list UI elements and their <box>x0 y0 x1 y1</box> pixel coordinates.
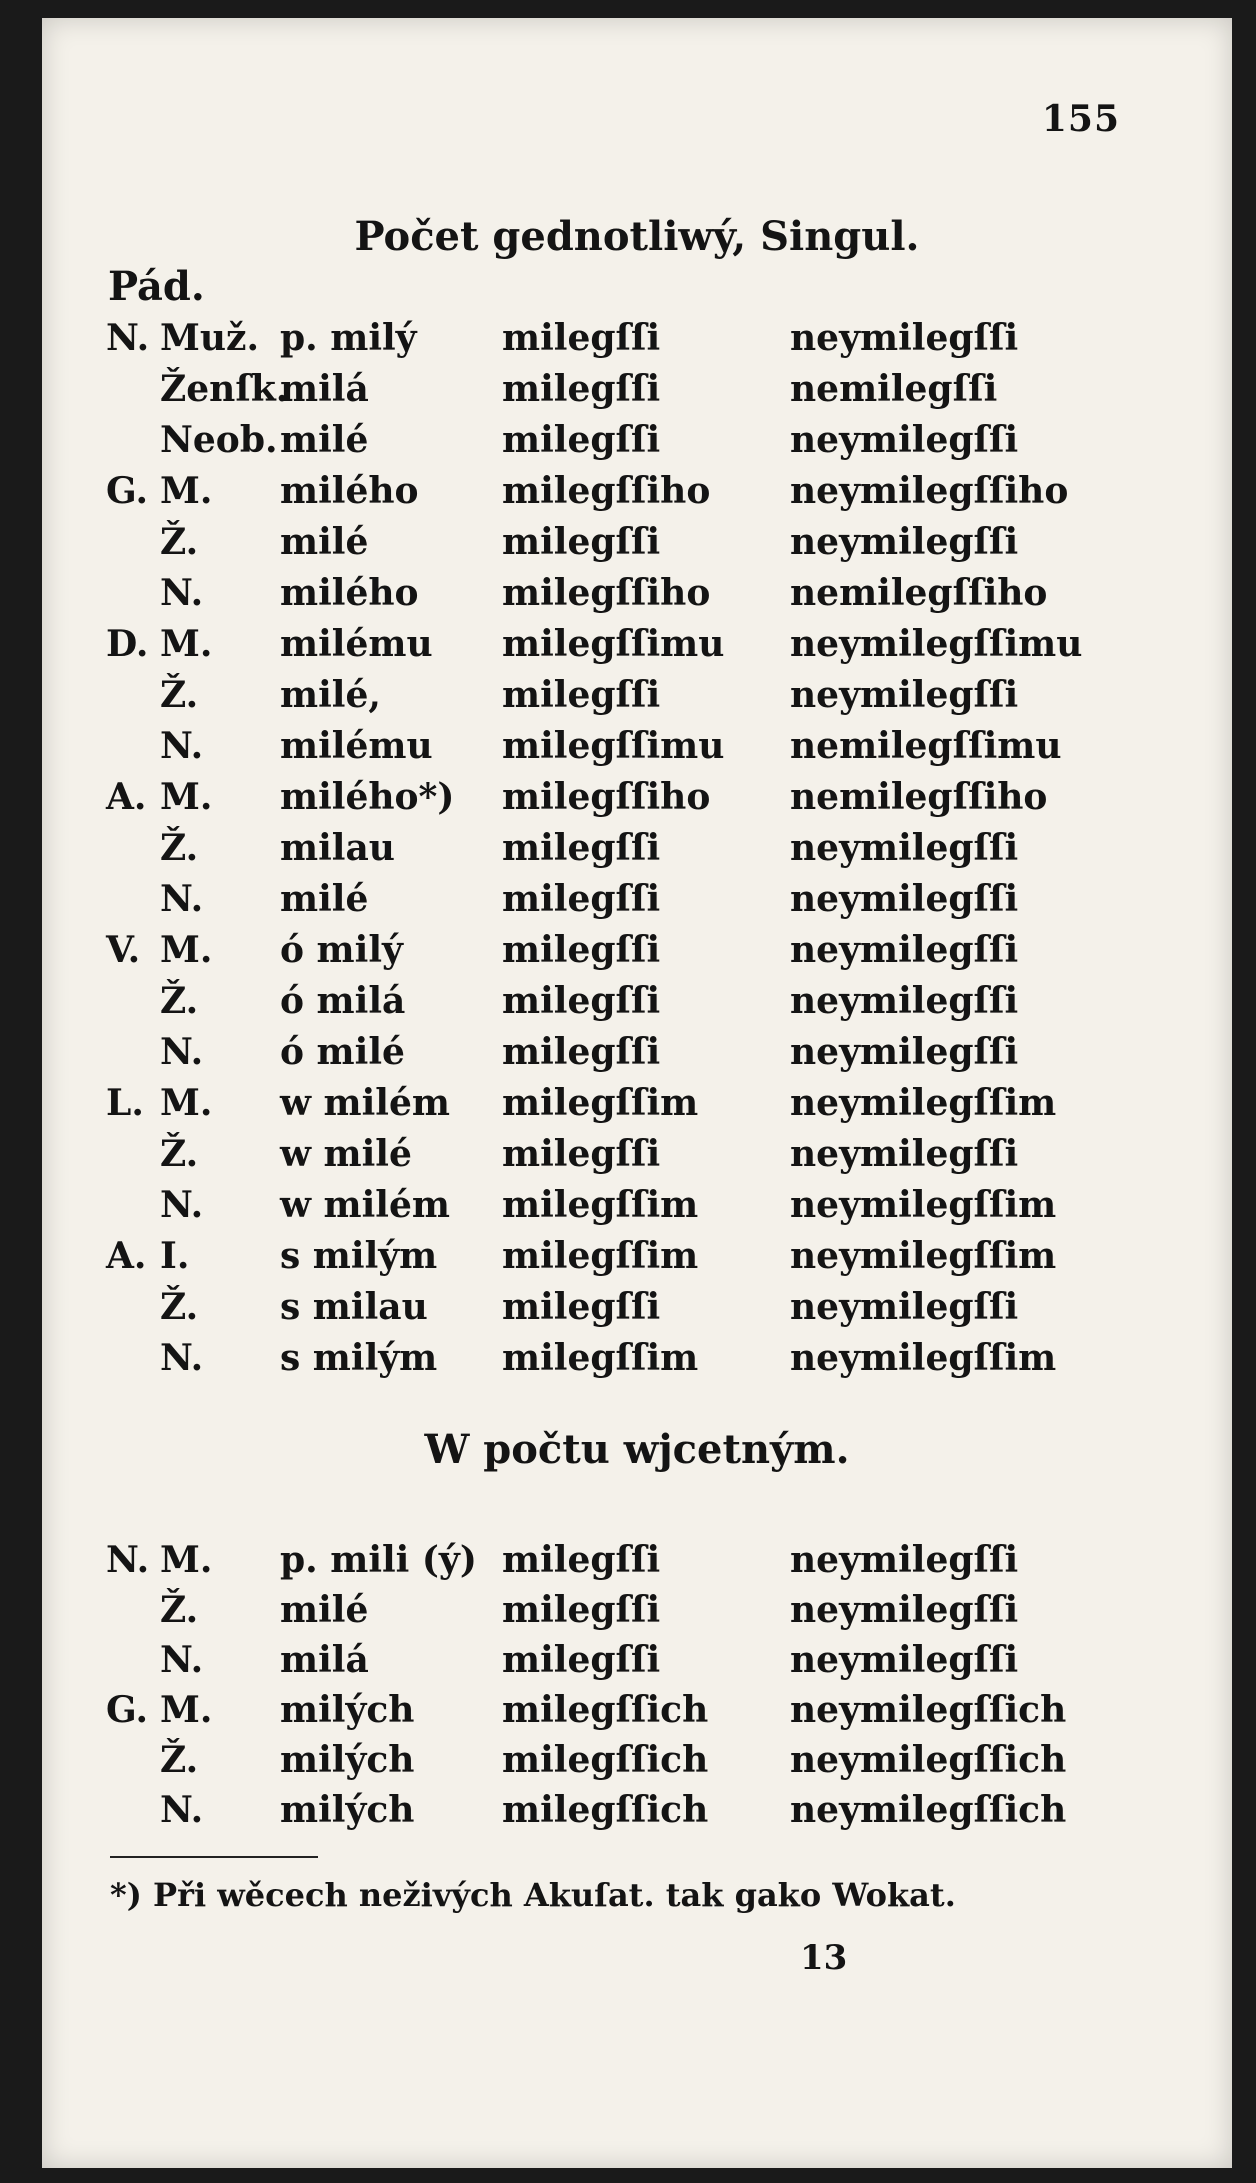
positive-form: milého <box>280 470 419 512</box>
comparative-form: milegſſich <box>502 1789 709 1831</box>
case-label: V. <box>106 929 141 971</box>
comparative-form: milegſſi <box>502 521 661 563</box>
superlative-form: neymilegſſi <box>790 1589 1019 1631</box>
case-label: L. <box>106 1082 144 1124</box>
gender-label: N. <box>160 1337 204 1379</box>
positive-form: s milým <box>280 1337 438 1379</box>
gender-label: Ž. <box>160 1133 199 1175</box>
comparative-form: milegſſi <box>502 929 661 971</box>
table-row <box>42 1635 1232 1685</box>
positive-form: milé, <box>280 674 381 716</box>
plural-heading: W počtu wjcetným. <box>424 1426 850 1473</box>
table-row <box>42 874 1232 924</box>
positive-form: p. milý <box>280 317 417 359</box>
gender-label: I. <box>160 1235 190 1277</box>
case-label: A. <box>106 1235 147 1277</box>
comparative-form: milegſſi <box>502 1031 661 1073</box>
comparative-form: milegſſi <box>502 419 661 461</box>
table-row <box>42 1129 1232 1179</box>
footnote: *) Při wěcech neživých Akuſat. tak gako Wokat. <box>110 1876 956 1914</box>
positive-form: w milé <box>280 1133 412 1175</box>
gender-label: M. <box>160 1689 213 1731</box>
positive-form: milých <box>280 1689 415 1731</box>
page-number: 155 <box>1041 98 1120 140</box>
superlative-form: neymilegſſich <box>790 1689 1067 1731</box>
table-row <box>42 1180 1232 1230</box>
superlative-form: neymilegſſi <box>790 1031 1019 1073</box>
positive-form: milého*) <box>280 776 455 818</box>
positive-form: milá <box>280 1639 369 1681</box>
gender-label: Ž. <box>160 827 199 869</box>
comparative-form: milegſſiho <box>502 470 711 512</box>
table-row <box>42 721 1232 771</box>
gender-label: N. <box>160 878 204 920</box>
table-row <box>42 1333 1232 1383</box>
positive-form: milých <box>280 1739 415 1781</box>
superlative-form: neymilegſſi <box>790 674 1019 716</box>
table-row <box>42 1685 1232 1735</box>
book-page <box>42 18 1232 2168</box>
comparative-form: milegſſi <box>502 1286 661 1328</box>
comparative-form: milegſſim <box>502 1337 699 1379</box>
positive-form: milá <box>280 368 369 410</box>
positive-form: p. mili (ý) <box>280 1539 477 1581</box>
positive-form: milému <box>280 725 433 767</box>
gender-label: Ž. <box>160 674 199 716</box>
comparative-form: milegſſi <box>502 1539 661 1581</box>
comparative-form: milegſſi <box>502 368 661 410</box>
gender-label: Neob. <box>160 419 278 461</box>
singular-heading: Počet gednotliwý, Singul. <box>354 213 920 260</box>
superlative-form: neymilegſſi <box>790 317 1019 359</box>
positive-form: milého <box>280 572 419 614</box>
superlative-form: neymilegſſi <box>790 929 1019 971</box>
superlative-form: neymilegſſich <box>790 1789 1067 1831</box>
comparative-form: milegſſi <box>502 1589 661 1631</box>
gender-label: M. <box>160 776 213 818</box>
superlative-form: nemilegſſi <box>790 368 998 410</box>
gender-label: M. <box>160 623 213 665</box>
gender-label: Ženſk. <box>160 368 289 410</box>
gender-label: M. <box>160 470 213 512</box>
gender-label: M. <box>160 929 213 971</box>
case-label: N. <box>106 317 150 359</box>
table-row <box>42 1735 1232 1785</box>
positive-form: milau <box>280 827 395 869</box>
superlative-form: neymilegſſi <box>790 878 1019 920</box>
footnote-rule <box>110 1856 318 1858</box>
gender-label: M. <box>160 1539 213 1581</box>
comparative-form: milegſſimu <box>502 725 725 767</box>
comparative-form: milegſſi <box>502 674 661 716</box>
superlative-form: neymilegſſi <box>790 1286 1019 1328</box>
comparative-form: milegſſi <box>502 827 661 869</box>
superlative-form: neymilegſſi <box>790 1539 1019 1581</box>
gender-label: Ž. <box>160 521 199 563</box>
table-row <box>42 466 1232 516</box>
positive-form: ó milý <box>280 929 403 971</box>
comparative-form: milegſſi <box>502 317 661 359</box>
table-row <box>42 415 1232 465</box>
positive-form: w milém <box>280 1184 450 1226</box>
table-row <box>42 925 1232 975</box>
comparative-form: milegſſi <box>502 980 661 1022</box>
superlative-form: neymilegſſiho <box>790 470 1069 512</box>
gender-label: N. <box>160 1031 204 1073</box>
gender-label: N. <box>160 725 204 767</box>
superlative-form: neymilegſſich <box>790 1739 1067 1781</box>
table-row <box>42 1535 1232 1585</box>
case-label: G. <box>106 470 148 512</box>
table-row <box>42 823 1232 873</box>
gender-label: Ž. <box>160 1286 199 1328</box>
positive-form: s milým <box>280 1235 438 1277</box>
superlative-form: neymilegſſi <box>790 1133 1019 1175</box>
superlative-form: nemilegſſiho <box>790 572 1048 614</box>
superlative-form: neymilegſſim <box>790 1184 1057 1226</box>
comparative-form: milegſſich <box>502 1689 709 1731</box>
positive-form: milé <box>280 1589 369 1631</box>
comparative-form: milegſſimu <box>502 623 725 665</box>
table-row <box>42 1785 1232 1835</box>
positive-form: s milau <box>280 1286 428 1328</box>
superlative-form: nemilegſſimu <box>790 725 1062 767</box>
table-row <box>42 1231 1232 1281</box>
gender-label: Muž. <box>160 317 259 359</box>
comparative-form: milegſſich <box>502 1739 709 1781</box>
comparative-form: milegſſim <box>502 1235 699 1277</box>
positive-form: w milém <box>280 1082 450 1124</box>
case-label: A. <box>106 776 147 818</box>
table-row <box>42 670 1232 720</box>
superlative-form: neymilegſſi <box>790 827 1019 869</box>
superlative-form: neymilegſſi <box>790 521 1019 563</box>
superlative-form: neymilegſſim <box>790 1082 1057 1124</box>
table-row <box>42 619 1232 669</box>
gender-label: Ž. <box>160 980 199 1022</box>
comparative-form: milegſſi <box>502 878 661 920</box>
table-row <box>42 1027 1232 1077</box>
superlative-form: neymilegſſimu <box>790 623 1083 665</box>
positive-form: milých <box>280 1789 415 1831</box>
gender-label: N. <box>160 1639 204 1681</box>
superlative-form: neymilegſſi <box>790 419 1019 461</box>
positive-form: milé <box>280 521 369 563</box>
positive-form: ó milá <box>280 980 406 1022</box>
positive-form: ó milé <box>280 1031 405 1073</box>
comparative-form: milegſſi <box>502 1639 661 1681</box>
table-row <box>42 313 1232 363</box>
superlative-form: neymilegſſim <box>790 1337 1057 1379</box>
case-label: D. <box>106 623 149 665</box>
case-label: G. <box>106 1689 148 1731</box>
table-row <box>42 1585 1232 1635</box>
comparative-form: milegſſim <box>502 1082 699 1124</box>
comparative-form: milegſſim <box>502 1184 699 1226</box>
table-row <box>42 517 1232 567</box>
table-row <box>42 772 1232 822</box>
gender-label: N. <box>160 1789 204 1831</box>
superlative-form: neymilegſſi <box>790 1639 1019 1681</box>
positive-form: milému <box>280 623 433 665</box>
superlative-form: neymilegſſi <box>790 980 1019 1022</box>
gender-label: Ž. <box>160 1589 199 1631</box>
table-row <box>42 976 1232 1026</box>
comparative-form: milegſſi <box>502 1133 661 1175</box>
case-column-label: Pád. <box>108 263 205 310</box>
case-label: N. <box>106 1539 150 1581</box>
comparative-form: milegſſiho <box>502 776 711 818</box>
signature-mark: 13 <box>800 1938 848 1978</box>
table-row <box>42 1078 1232 1128</box>
superlative-form: nemilegſſiho <box>790 776 1048 818</box>
gender-label: N. <box>160 572 204 614</box>
superlative-form: neymilegſſim <box>790 1235 1057 1277</box>
positive-form: milé <box>280 878 369 920</box>
gender-label: N. <box>160 1184 204 1226</box>
table-row <box>42 364 1232 414</box>
positive-form: milé <box>280 419 369 461</box>
gender-label: M. <box>160 1082 213 1124</box>
table-row <box>42 568 1232 618</box>
gender-label: Ž. <box>160 1739 199 1781</box>
comparative-form: milegſſiho <box>502 572 711 614</box>
table-row <box>42 1282 1232 1332</box>
